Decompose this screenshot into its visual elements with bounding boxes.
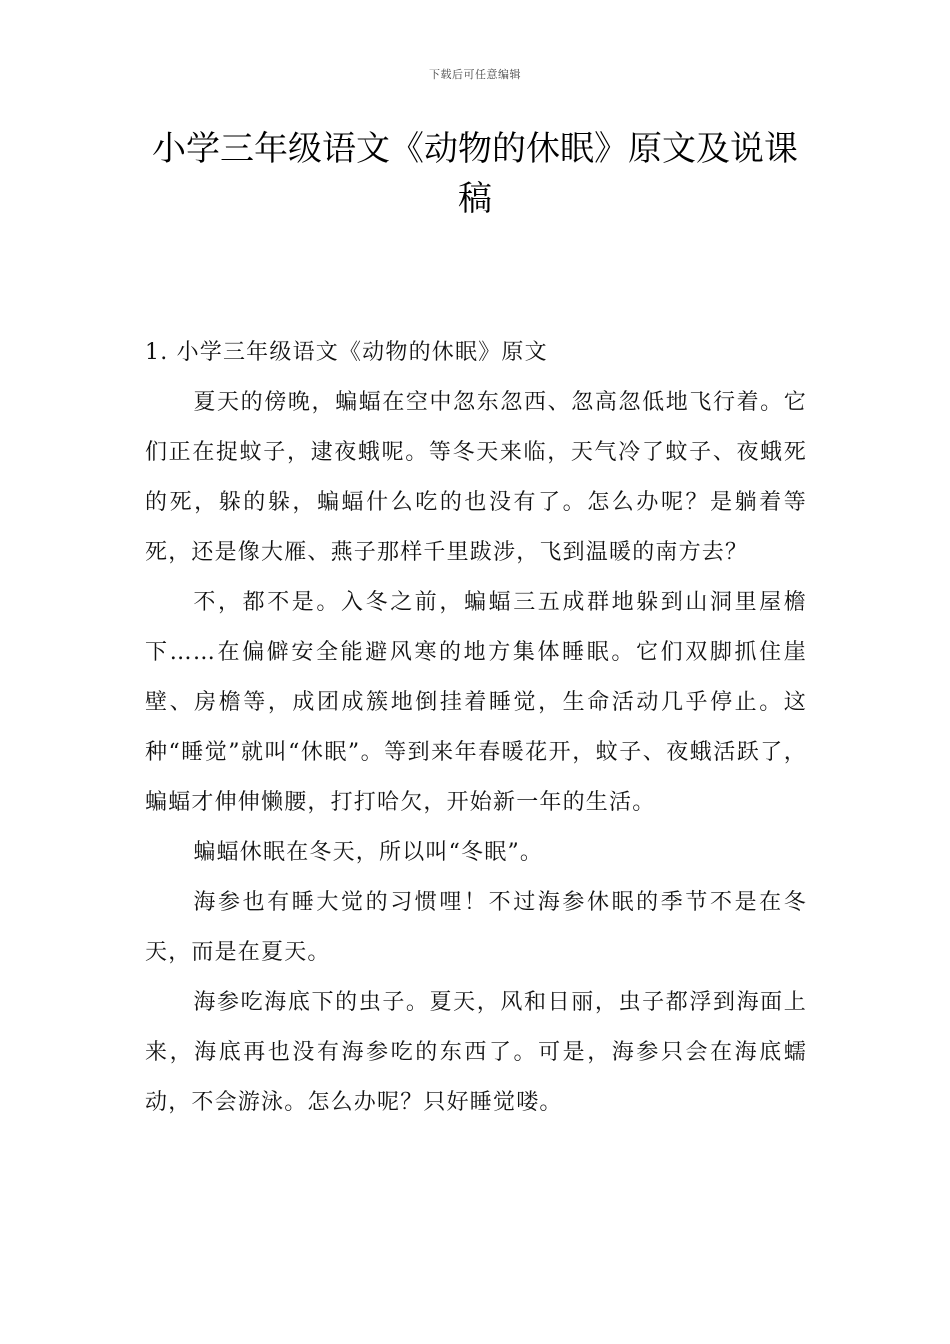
section-heading: 1. 小学三年级语文《动物的休眠》原文: [145, 340, 548, 365]
paragraph: 不，都不是。入冬之前，蝙蝠三五成群地躲到山洞里屋檐下……在偏僻安全能避风寒的地方集体睡眠。它们双脚抓住崖壁、房檐等，成团成簇地倒挂着睡觉，生命活动几乎停止。这种“睡觉”就叫“休眠”。等到来年春暖花开，蚊子、夜蛾活跃了，蝙蝠才伸伸懒腰，打打哈欠，开始新一年的生活。: [145, 590, 807, 815]
paragraph: 海参也有睡大觉的习惯哩！不过海参休眠的季节不是在冬天，而是在夏天。: [145, 890, 807, 965]
paragraph: 夏天的傍晚，蝙蝠在空中忽东忽西、忽高忽低地飞行着。它们正在捉蚊子，逮夜蛾呢。等冬天来临，天气冷了蚊子、夜蛾死的死，躲的躲，蝙蝠什么吃的也没有了。怎么办呢？是躺着等死，还是像大雁、燕子那样千里跋涉，飞到温暖的南方去？: [145, 390, 807, 565]
paragraph: 海参吃海底下的虫子。夏天，风和日丽，虫子都浮到海面上来，海底再也没有海参吃的东西了。可是，海参只会在海底蠕动，不会游泳。怎么办呢？只好睡觉喽。: [145, 990, 807, 1115]
header-note: 下载后可任意编辑: [429, 68, 521, 81]
paragraph: 蝙蝠休眠在冬天，所以叫“冬眠”。: [193, 840, 544, 865]
document-body: [145, 328, 807, 1128]
document-title: 小学三年级语文《动物的休眠》原文及说课稿: [152, 129, 798, 219]
